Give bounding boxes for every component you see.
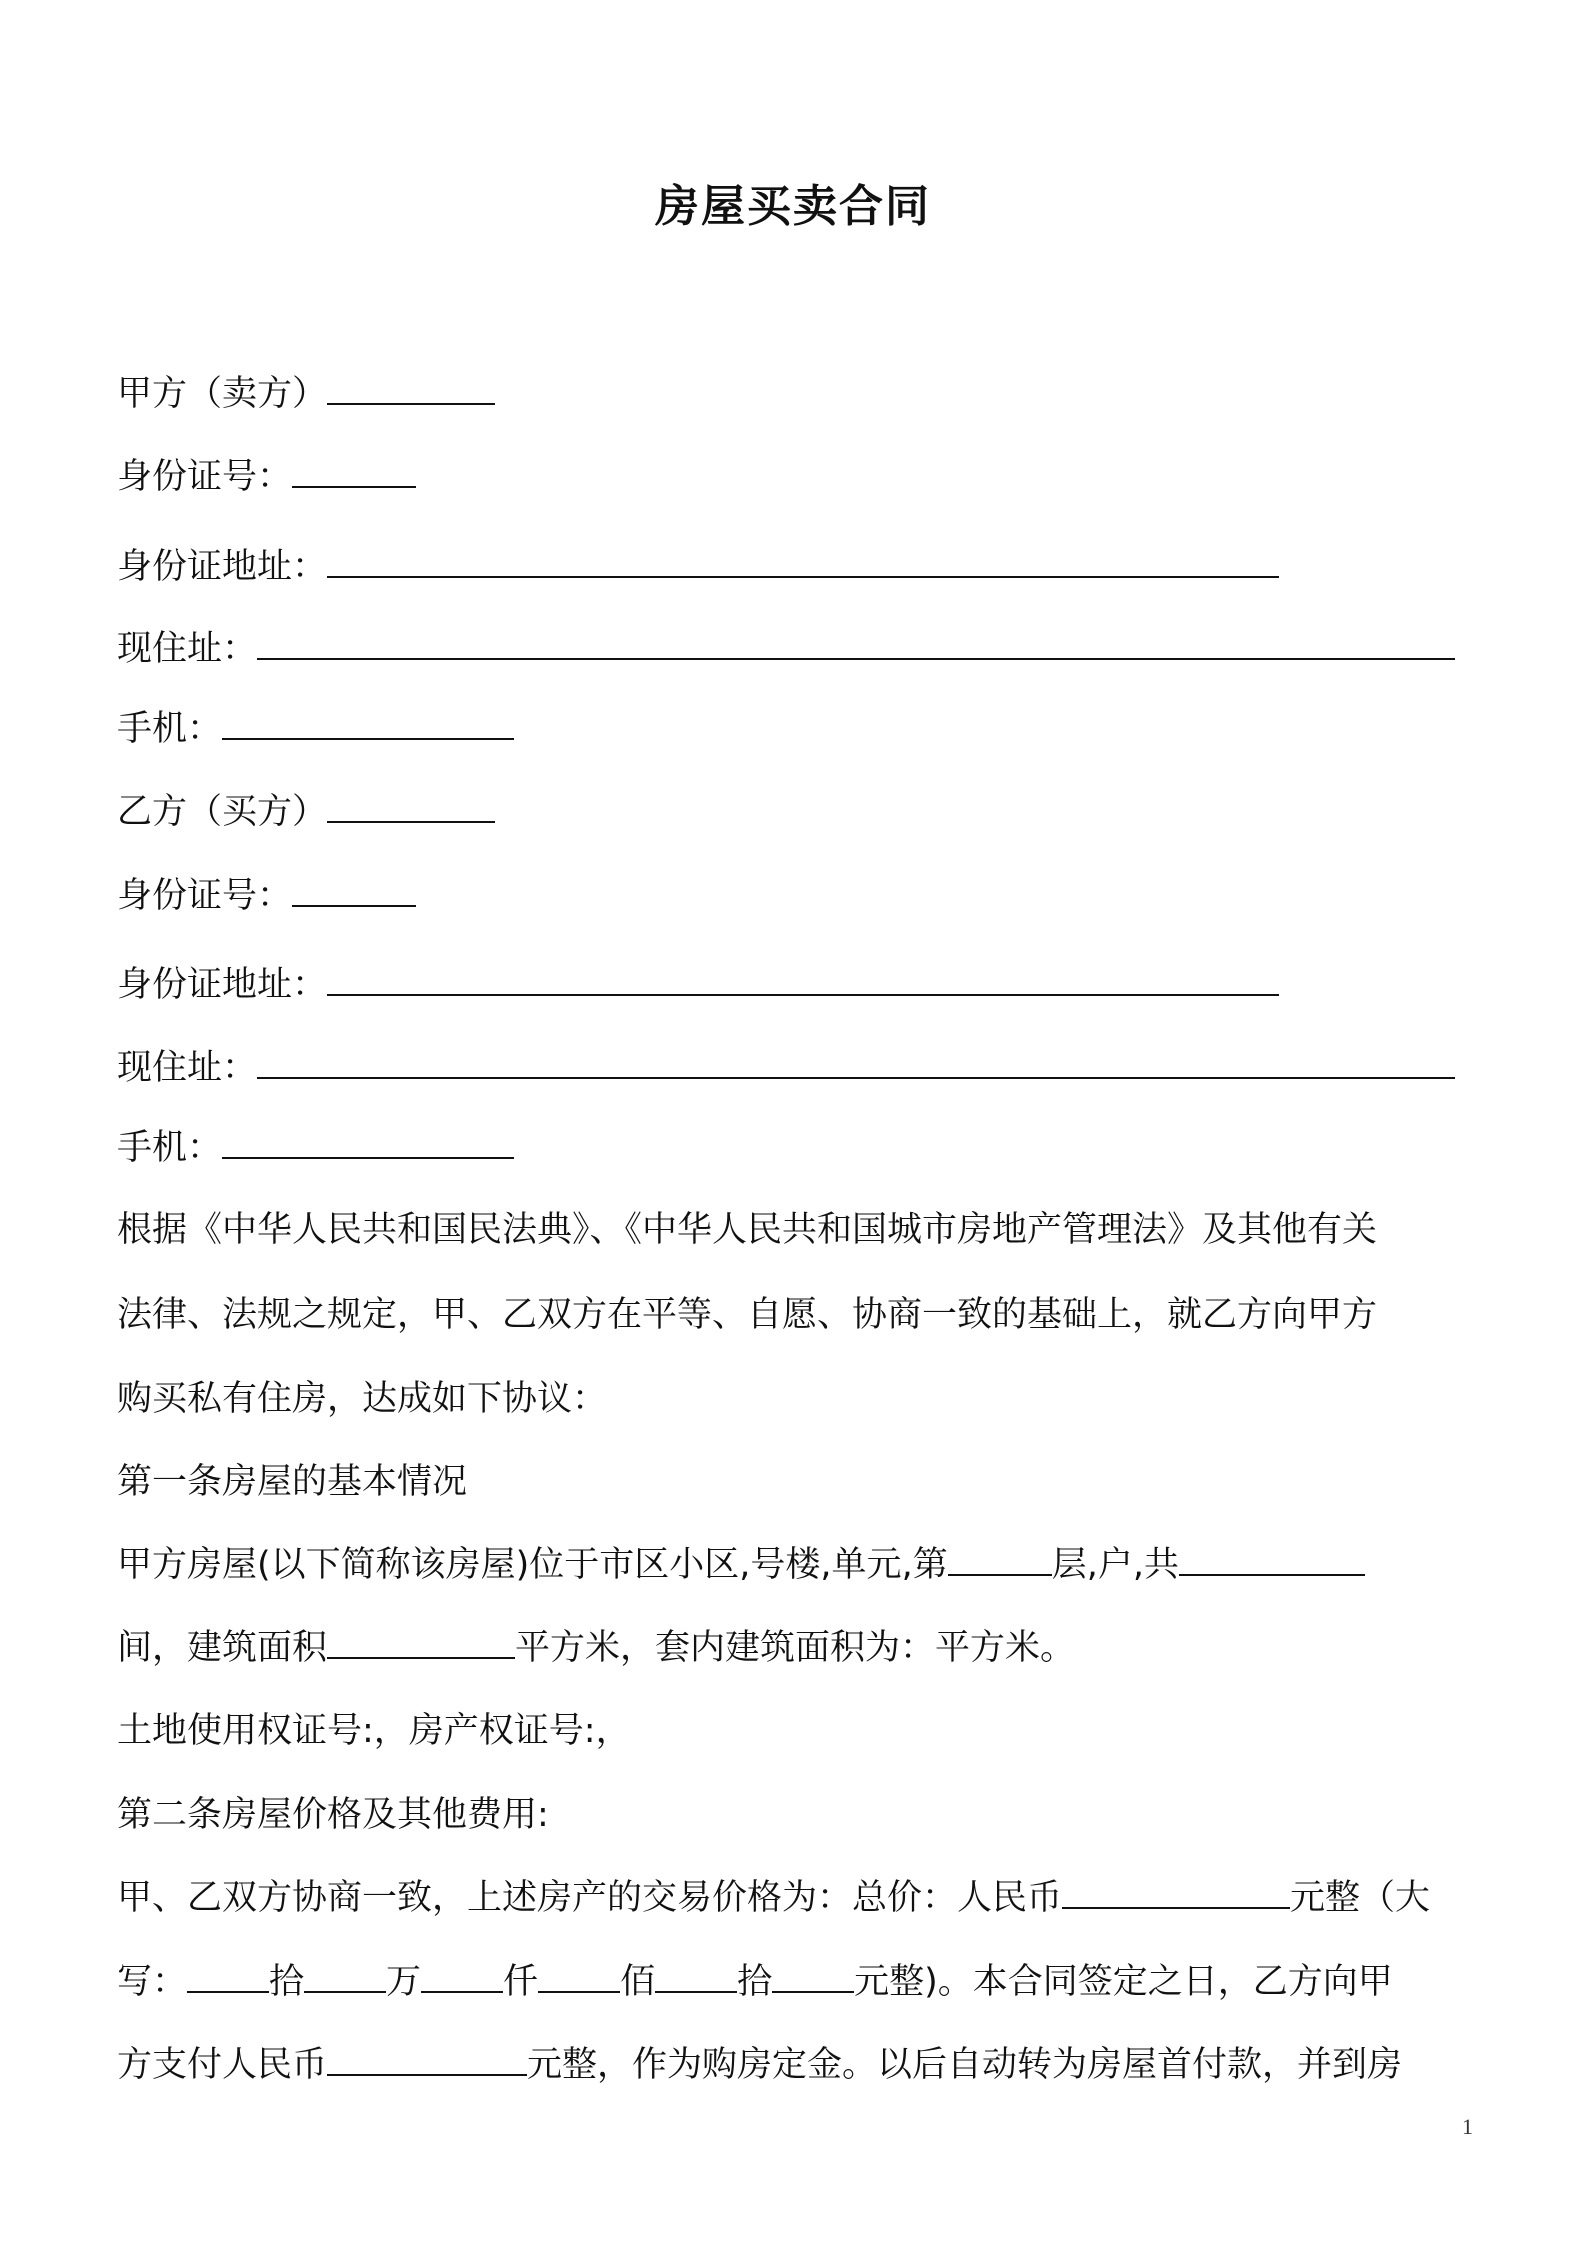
party-a-phone-label: 手机： xyxy=(117,709,223,749)
party-a-current-address-line xyxy=(117,625,1455,673)
article-1-line-1-part-a: 甲方房屋(以下简称该房屋)位于市区小区,号楼,单元,第 xyxy=(117,1545,948,1585)
price-line-3 xyxy=(117,2041,1402,2089)
party-a-id-blank xyxy=(292,456,416,488)
document-title: 房屋买卖合同 xyxy=(655,181,931,232)
party-b-id-address-line xyxy=(117,961,1279,1009)
price-line-1 xyxy=(117,1874,1430,1922)
party-a-id-address-blank xyxy=(327,546,1279,578)
price-line-2 xyxy=(117,1958,1393,2006)
article-2-title: 第二条房屋价格及其他费用: xyxy=(117,1795,549,1835)
page-number: 1 xyxy=(1462,2114,1473,2139)
party-b-id-address-blank xyxy=(327,964,1279,996)
party-a-current-address-blank xyxy=(257,628,1455,660)
article-1-title: 第一条房屋的基本情况 xyxy=(117,1462,468,1502)
unit-shi-2: 拾 xyxy=(737,1962,773,2002)
article-1-line-2 xyxy=(117,1624,1075,1672)
party-a-name-blank xyxy=(327,373,495,405)
party-b-id-label: 身份证号： xyxy=(117,876,293,916)
land-certificate-line: 土地使用权证号:，房产权证号:， xyxy=(117,1711,631,1751)
price-line-2-part-a: 写： xyxy=(117,1962,188,2002)
party-b-id-address-label: 身份证地址： xyxy=(117,965,328,1005)
amount-blank-4 xyxy=(538,1961,620,1993)
party-b-phone-label: 手机： xyxy=(117,1128,223,1168)
amount-blank-3 xyxy=(421,1961,503,1993)
article-1-line-1 xyxy=(117,1541,1365,1589)
price-line-1-part-a: 甲、乙双方协商一致，上述房产的交易价格为：总价：人民币 xyxy=(117,1878,1063,1918)
party-a-id-line xyxy=(117,453,416,501)
party-a-phone-blank xyxy=(222,708,514,740)
price-line-3-part-b: 元整，作为购房定金。以后自动转为房屋首付款，并到房 xyxy=(527,2045,1403,2085)
party-b-name-blank xyxy=(327,791,495,823)
unit-bai: 佰 xyxy=(620,1962,656,2002)
basis-line-3: 购买私有住房，达成如下协议： xyxy=(117,1379,608,1419)
party-a-phone-line xyxy=(117,705,514,753)
floor-area-blank xyxy=(327,1627,515,1659)
basis-line-2: 法律、法规之规定，甲、乙双方在平等、自愿、协商一致的基础上，就乙方向甲方 xyxy=(117,1295,1378,1335)
basis-line-1: 根据《中华人民共和国民法典》、《中华人民共和国城市房地产管理法》及其他有关 xyxy=(117,1210,1378,1250)
unit-wan: 万 xyxy=(386,1962,422,2002)
total-price-blank xyxy=(1062,1877,1290,1909)
price-line-3-part-a: 方支付人民币 xyxy=(117,2045,328,2085)
article-1-line-1-part-b: 层,户,共 xyxy=(1051,1545,1179,1585)
article-1-line-2-part-b: 平方米，套内建筑面积为：平方米。 xyxy=(515,1628,1076,1668)
floor-blank xyxy=(948,1544,1052,1576)
party-a-label-line xyxy=(117,370,495,418)
amount-blank-5 xyxy=(655,1961,737,1993)
unit-qian: 仟 xyxy=(503,1962,539,2002)
party-b-id-blank xyxy=(292,875,416,907)
party-a-id-address-label: 身份证地址： xyxy=(117,547,328,587)
article-1-line-2-part-a: 间，建筑面积 xyxy=(117,1628,328,1668)
party-b-current-address-blank xyxy=(257,1047,1455,1079)
party-b-label-line xyxy=(117,788,495,836)
amount-blank-1 xyxy=(187,1961,269,1993)
party-b-label: 乙方（买方） xyxy=(117,792,328,832)
price-line-1-part-b: 元整（大 xyxy=(1290,1878,1431,1918)
party-a-id-address-line xyxy=(117,543,1279,591)
party-a-id-label: 身份证号： xyxy=(117,457,293,497)
party-a-current-address-label: 现住址： xyxy=(117,629,258,669)
amount-blank-6 xyxy=(772,1961,854,1993)
rooms-blank xyxy=(1179,1544,1365,1576)
party-b-current-address-line xyxy=(117,1044,1455,1092)
party-b-phone-blank xyxy=(222,1127,514,1159)
deposit-blank xyxy=(327,2044,527,2076)
unit-shi-1: 拾 xyxy=(269,1962,305,2002)
party-a-label: 甲方（卖方） xyxy=(117,374,328,414)
party-b-phone-line xyxy=(117,1124,514,1172)
party-b-current-address-label: 现住址： xyxy=(117,1048,258,1088)
party-b-id-line xyxy=(117,872,416,920)
price-line-2-end: 元整)。本合同签定之日，乙方向甲 xyxy=(854,1962,1393,2002)
amount-blank-2 xyxy=(304,1961,386,1993)
